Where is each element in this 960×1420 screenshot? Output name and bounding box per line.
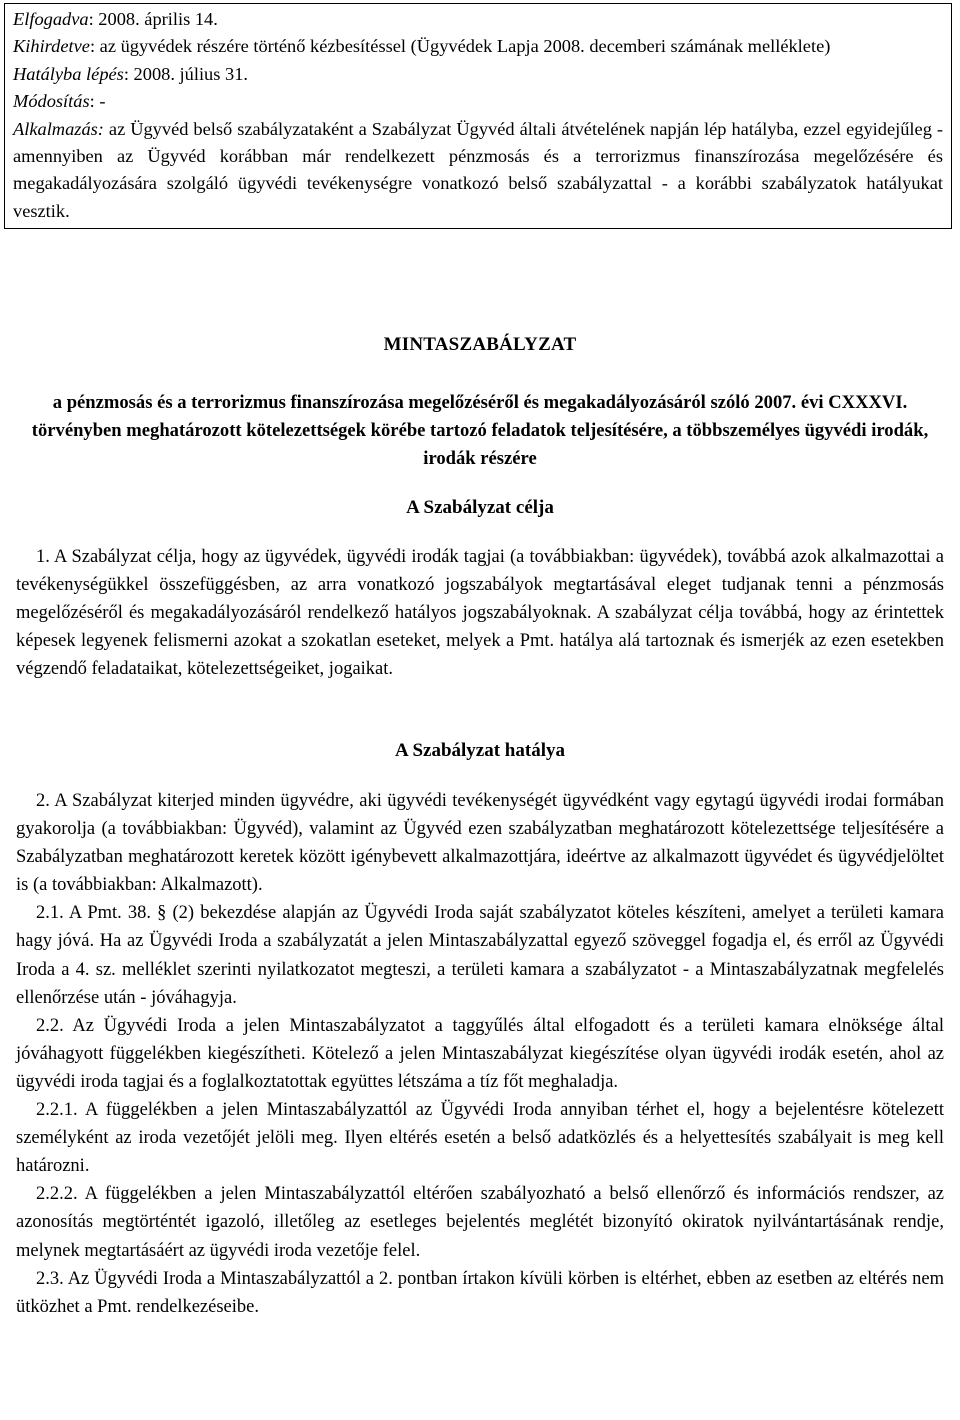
paragraph: 2.2. Az Ügyvédi Iroda a jelen Mintaszabályzatot a taggyűlés által elfogadott és a területi kamara elnöksége által jóváhagyott függelékben kiegészítheti. Kötelező a jelen Mintaszabályzat kiegészítése olyan ügyvédi irodák esetén, ahol az ügyvédi iroda tagjai és a foglalkoztatottak együttes létszáma a tíz főt meghaladja. <box>16 1015 944 1092</box>
document-subtitle: a pénzmosás és a terrorizmus finanszírozása megelőzéséről és megakadályozásáról szóló 2007. évi CXXXVI. törvényben meghatározott kötelezettségek körébe tartozó feladatok teljesítésére, a többszemélyes ügyvédi irodák, irodák részére <box>31 392 929 469</box>
application-value: az Ügyvéd belső szabályzataként a Szabályzat Ügyvéd általi átvételének napján lép hatályba, ezzel egyidejűleg - amennyiben az Ügyvéd korábban már rendelkezett pénzmosás és a terrorizmus finanszírozása megelőzésére és megakadályozására szolgáló ügyvédi tevékenységre vonatkozó belső szabályzattal - a korábbi szabályzatok hatályukat vesztik. <box>13 118 943 221</box>
effective-value: : 2008. július 31. <box>123 63 248 84</box>
paragraph: 1. A Szabályzat célja, hogy az ügyvédek, ügyvédi irodák tagjai (a továbbiakban: ügyvédek), továbbá azok alkalmazottai a tevékenységükkel összefüggésben, az arra vonatkozó jogszabályok megtartásával eleget tudjanak tenni a pénzmosás megelőzéséről és megakadályozásáról rendelkező hatályos jogszabályoknak. A szabályzat célja továbbá, hogy az érintettek képesek legyenek felismerni azokat a szokatlan eseteket, melyek a Pmt. hatálya alá tartoznak és ismerjék az ezen esetekben végzendő feladataikat, kötelezettségeiket, jogaikat. <box>16 547 944 680</box>
effective-line <box>13 61 943 88</box>
published-label: Kihirdetve <box>13 36 90 57</box>
adopted-line <box>13 6 943 33</box>
modified-line <box>13 88 943 115</box>
paragraph: 2.2.2. A függelékben a jelen Mintaszabályzattól eltérően szabályozható a belső ellenőrző és információs rendszer, az azonosítás megtörténtét igazoló, illetőleg az esetleges bejelentés meglétét bizonyító okiratok nyilvántartásának rendje, melynek megtartásáért az ügyvédi iroda vezetője felel. <box>16 1184 944 1261</box>
paragraph: 2.1. A Pmt. 38. § (2) bekezdése alapján az Ügyvédi Iroda saját szabályzatot köteles készíteni, amelyet a területi kamara hagy jóvá. Ha az Ügyvédi Iroda a szabályzatát a jelen Mintaszabályzattal egyező szöveggel fogadja el, és erről az Ügyvédi Iroda a 4. sz. melléklet szerinti nyilatkozatot megteszi, a területi kamara a szabályzatot - a Mintaszabályzatnak megfelelés ellenőrzése után - jóváhagyja. <box>16 903 944 1008</box>
published-line <box>13 33 943 60</box>
application-label: Alkalmazás: <box>13 118 104 139</box>
application-line <box>13 116 943 226</box>
modified-value: : - <box>89 91 106 112</box>
section-purpose-body <box>16 543 944 683</box>
section-scope-heading: A Szabályzat hatálya <box>395 740 565 761</box>
adopted-label: Elfogadva <box>13 9 89 29</box>
modified-label: Módosítás <box>13 91 90 112</box>
paragraph: 2.3. Az Ügyvédi Iroda a Mintaszabályzattól a 2. pontban írtakon kívüli körben is eltérhet, ebben az esetben az eltérés nem ütközhet a Pmt. rendelkezéseibe. <box>16 1268 944 1317</box>
effective-label: Hatályba lépés <box>13 63 124 84</box>
section-scope-body <box>16 787 944 1321</box>
section-purpose-heading: A Szabályzat célja <box>406 497 554 518</box>
document-title: MINTASZABÁLYZAT <box>383 334 577 355</box>
paragraph: 2. A Szabályzat kiterjed minden ügyvédre, aki ügyvédi tevékenységét ügyvédként vagy egytagú ügyvédi irodai formában gyakorolja (a továbbiakban: Ügyvéd), valamint az Ügyvéd ezen szabályzatban meghatározott kötelezettsége teljesítésére a Szabályzatban meghatározott keretek között igénybevett alkalmazottjára, ideértve az alkalmazott ügyvédet és ügyvédjelöltet is (a továbbiakban: Alkalmazott). <box>16 791 944 896</box>
adopted-value: : 2008. április 14. <box>88 9 218 29</box>
paragraph: 2.2.1. A függelékben a jelen Mintaszabályzattól az Ügyvédi Iroda annyiban térhet el, hogy a bejelentésre kötelezett személyként az iroda vezetőjét jelöli meg. Ilyen eltérés esetén a belső adatközlés és a helyettesítés szabályait is meg kell határozni. <box>16 1100 944 1177</box>
document-metadata-box <box>4 3 952 229</box>
published-value: : az ügyvédek részére történő kézbesítéssel (Ügyvédek Lapja 2008. decemberi számának melléklete) <box>89 36 831 57</box>
